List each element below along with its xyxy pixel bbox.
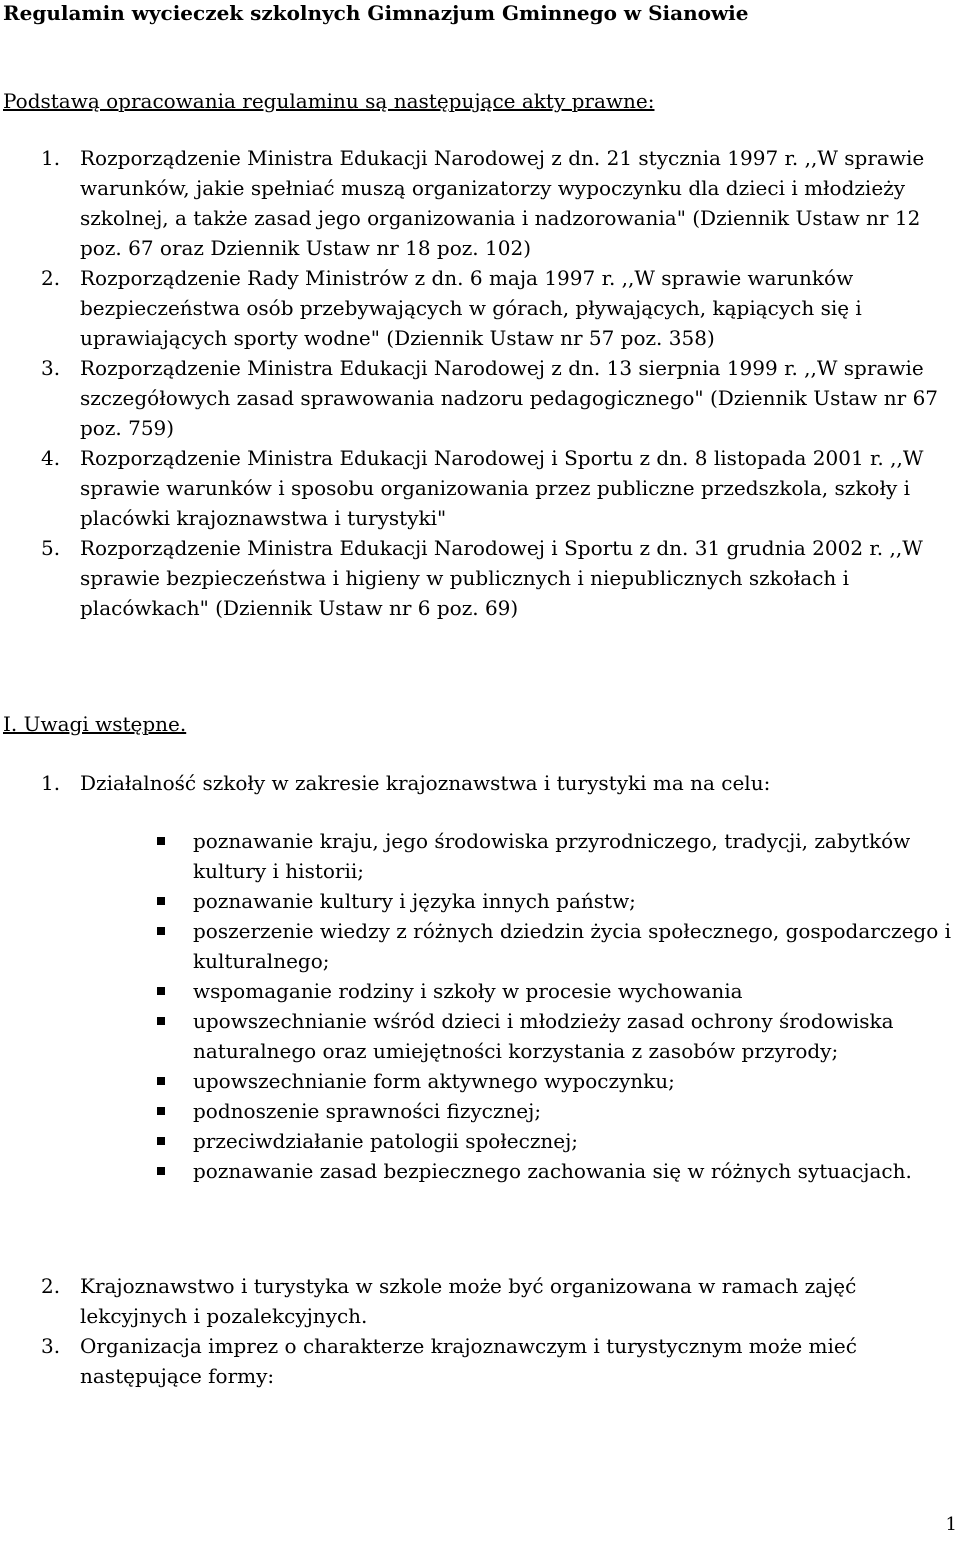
bullet-item xyxy=(0,1126,960,1156)
square-bullet-icon xyxy=(157,1017,165,1025)
document-title: Regulamin wycieczek szkolnych Gimnazjum Gminnego w Sianowie xyxy=(3,1,749,25)
list-item-text: Rozporządzenie Ministra Edukacji Narodowej i Sportu z dn. 31 grudnia 2002 r. ,,W sprawie bezpieczeństwa i higieny w publicznych i niepublicznych szkołach i placówkach" (Dziennik Ustaw nr 6 poz. 69) xyxy=(80,536,923,620)
list-number: 1. xyxy=(41,771,61,795)
point-1-list xyxy=(0,768,960,798)
list-number: 2. xyxy=(41,266,61,290)
bullet-item-text: upowszechnianie wśród dzieci i młodzieży zasad ochrony środowiska naturalnego oraz umiejętności korzystania z zasobów przyrody; xyxy=(193,1009,894,1063)
bullet-item xyxy=(0,976,960,1006)
list-number: 3. xyxy=(41,1334,61,1358)
bullet-item-text: przeciwdziałanie patologii społecznej; xyxy=(193,1129,579,1153)
list-item-text: Krajoznawstwo i turystyka w szkole może być organizowana w ramach zajęć lekcyjnych i pozalekcyjnych. xyxy=(80,1274,857,1328)
list-item xyxy=(0,1331,960,1391)
list-item-text: Rozporządzenie Ministra Edukacji Narodowej z dn. 13 sierpnia 1999 r. ,,W sprawie szczegółowych zasad sprawowania nadzoru pedagogicznego" (Dziennik Ustaw nr 67 poz. 759) xyxy=(80,356,939,440)
bullet-item xyxy=(0,886,960,916)
square-bullet-icon xyxy=(157,1077,165,1085)
square-bullet-icon xyxy=(157,837,165,845)
bullet-item-text: poznawanie zasad bezpiecznego zachowania się w różnych sytuacjach. xyxy=(193,1159,912,1183)
list-number: 2. xyxy=(41,1274,61,1298)
list-number: 3. xyxy=(41,356,61,380)
square-bullet-icon xyxy=(157,897,165,905)
list-item xyxy=(0,533,960,623)
points-list xyxy=(0,1271,960,1391)
list-item-text: Organizacja imprez o charakterze krajoznawczym i turystycznym może mieć następujące formy: xyxy=(80,1334,857,1388)
legal-acts-list xyxy=(0,143,960,623)
bullet-item-text: poznawanie kraju, jego środowiska przyrodniczego, tradycji, zabytków kultury i historii; xyxy=(193,829,911,883)
square-bullet-icon xyxy=(157,1137,165,1145)
list-item xyxy=(0,1271,960,1331)
list-number: 4. xyxy=(41,446,61,470)
list-item-text: Działalność szkoły w zakresie krajoznawstwa i turystyki ma na celu: xyxy=(80,771,771,795)
bullet-item xyxy=(0,1066,960,1096)
list-item xyxy=(0,768,960,798)
bullet-item xyxy=(0,1156,960,1186)
bullet-item-text: wspomaganie rodziny i szkoły w procesie wychowania xyxy=(193,979,743,1003)
list-number: 1. xyxy=(41,146,61,170)
bullet-item xyxy=(0,1006,960,1066)
bullet-item-text: poznawanie kultury i języka innych państw; xyxy=(193,889,636,913)
square-bullet-icon xyxy=(157,1167,165,1175)
bullet-item-text: poszerzenie wiedzy z różnych dziedzin życia społecznego, gospodarczego i kulturalnego; xyxy=(193,919,951,973)
bullet-item xyxy=(0,916,960,976)
bullet-item xyxy=(0,1096,960,1126)
goals-list xyxy=(0,826,960,1186)
intro-heading: Podstawą opracowania regulaminu są następujące akty prawne: xyxy=(3,89,655,113)
bullet-item xyxy=(0,826,960,886)
square-bullet-icon xyxy=(157,1107,165,1115)
square-bullet-icon xyxy=(157,987,165,995)
list-item-text: Rozporządzenie Ministra Edukacji Narodowej z dn. 21 stycznia 1997 r. ,,W sprawie warunków, jakie spełniać muszą organizatorzy wypoczynku dla dzieci i młodzieży szkolnej, a także zasad jego organizowania i nadzorowania" (Dziennik Ustaw nr 12 poz. 67 oraz Dziennik Ustaw nr 18 poz. 102) xyxy=(80,146,925,260)
list-item xyxy=(0,143,960,263)
list-item xyxy=(0,353,960,443)
list-item-text: Rozporządzenie Ministra Edukacji Narodowej i Sportu z dn. 8 listopada 2001 r. ,,W sprawie warunków i sposobu organizowania przez publiczne przedszkola, szkoły i placówki krajoznawstwa i turystyki" xyxy=(80,446,924,530)
section-heading: I. Uwagi wstępne. xyxy=(3,712,187,736)
list-number: 5. xyxy=(41,536,61,560)
bullet-item-text: upowszechnianie form aktywnego wypoczynku; xyxy=(193,1069,675,1093)
page-number: 1 xyxy=(945,1514,957,1535)
bullet-item-text: podnoszenie sprawności fizycznej; xyxy=(193,1099,542,1123)
list-item xyxy=(0,443,960,533)
list-item-text: Rozporządzenie Rady Ministrów z dn. 6 maja 1997 r. ,,W sprawie warunków bezpieczeństwa osób przebywających w górach, pływających, kąpiących się i uprawiających sporty wodne" (Dziennik Ustaw nr 57 poz. 358) xyxy=(80,266,862,350)
square-bullet-icon xyxy=(157,927,165,935)
list-item xyxy=(0,263,960,353)
